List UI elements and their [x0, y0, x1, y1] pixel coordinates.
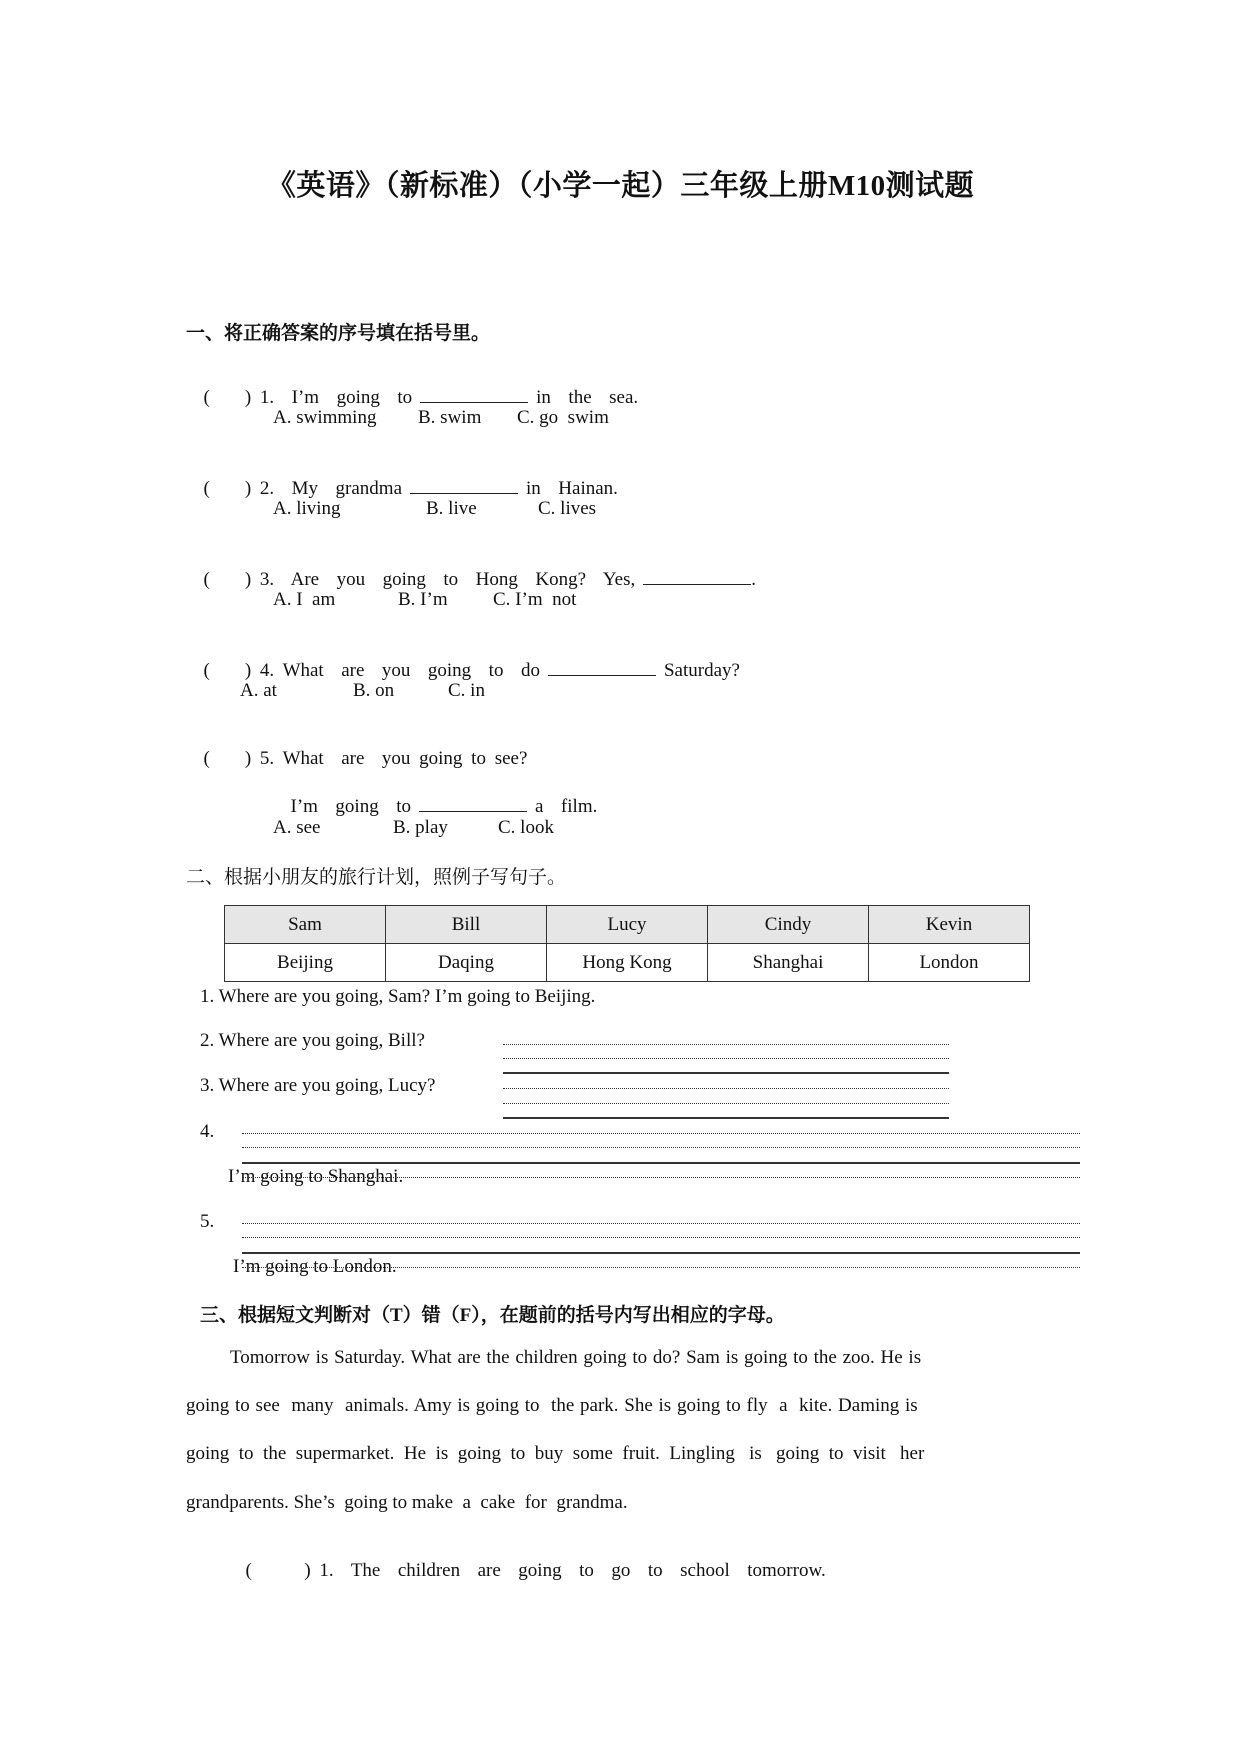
- table-cell: Daqing: [386, 944, 547, 982]
- table-cell: Bill: [386, 906, 547, 944]
- table-cell: Hong Kong: [547, 944, 708, 982]
- answer-blank[interactable]: [420, 384, 528, 403]
- answer-paren[interactable]: ( ): [203, 660, 252, 681]
- option-a: A. living: [273, 498, 341, 519]
- table-cell: Sam: [225, 906, 386, 944]
- example-sentence: 1. Where are you going, Sam? I’m going to Beijing.: [200, 986, 596, 1007]
- question-text: 1. I’m going to: [259, 387, 413, 408]
- writing-line: [242, 1133, 1080, 1134]
- question-text: 5. What are you going to see?: [259, 748, 528, 769]
- question-text: I’m going to: [290, 796, 411, 817]
- question-text: .: [751, 569, 756, 590]
- option-c: C. I’m not: [493, 589, 577, 610]
- question-text: 3. Are you going to Hong Kong? Yes,: [259, 569, 636, 590]
- question-text: in Hainan.: [526, 478, 618, 499]
- question-5: [186, 726, 527, 770]
- option-a: A. at: [240, 680, 277, 701]
- writing-line: [503, 1103, 949, 1104]
- answer-paren[interactable]: ( ): [203, 569, 252, 590]
- option-a: A. swimming: [273, 407, 377, 428]
- writing-line: [503, 1072, 949, 1074]
- answer-paren[interactable]: ( ): [203, 387, 252, 408]
- answer-blank[interactable]: [548, 657, 656, 676]
- question-5-line-2: [273, 771, 597, 818]
- option-a: A. see: [273, 817, 321, 838]
- passage-line: grandparents. She’s going to make a cake for grandma.: [186, 1492, 628, 1513]
- writing-line: [242, 1267, 1080, 1268]
- table-cell: Lucy: [547, 906, 708, 944]
- question-2: [186, 453, 618, 500]
- tf-question-1: [228, 1538, 826, 1582]
- table-cell: Cindy: [708, 906, 869, 944]
- table-row-names: [225, 906, 1030, 944]
- table-cell: Kevin: [869, 906, 1030, 944]
- passage-line: going to see many animals. Amy is going to the park. She is going to fly a kite. Daming is: [186, 1395, 918, 1416]
- question-text: 2. My grandma: [259, 478, 403, 499]
- question-text: in the sea.: [536, 387, 639, 408]
- question-3: [186, 544, 756, 591]
- writing-line: [242, 1177, 1080, 1178]
- answer-blank[interactable]: [643, 566, 751, 585]
- option-c: C. in: [448, 680, 485, 701]
- table-cell: Shanghai: [708, 944, 869, 982]
- answer-paren[interactable]: ( ): [203, 478, 252, 499]
- writing-line: [242, 1252, 1080, 1254]
- table-cell: London: [869, 944, 1030, 982]
- option-c: C. lives: [538, 498, 597, 519]
- option-c: C. look: [498, 817, 554, 838]
- writing-line: [242, 1223, 1080, 1224]
- writing-line: [242, 1237, 1080, 1238]
- option-b: B. on: [353, 680, 395, 701]
- travel-plan-table: [224, 905, 1030, 982]
- answer-blank[interactable]: [419, 793, 527, 812]
- page-title: 《英语》（新标准）（小学一起）三年级上册M10测试题: [266, 170, 975, 202]
- sentence-5-answer: I’m going to London.: [233, 1256, 397, 1277]
- option-b: B. live: [426, 498, 477, 519]
- sentence-4-number: 4.: [200, 1121, 215, 1142]
- question-4: [186, 635, 740, 682]
- question-text: Saturday?: [663, 660, 740, 681]
- answer-paren[interactable]: ( ): [203, 748, 252, 769]
- sentence-2-prompt: 2. Where are you going, Bill?: [200, 1030, 425, 1051]
- question-1: [186, 362, 638, 409]
- question-text: 4. What are you going to do: [259, 660, 540, 681]
- writing-line: [503, 1117, 949, 1119]
- table-cell: Beijing: [225, 944, 386, 982]
- question-text: a film.: [535, 796, 598, 817]
- sentence-4-answer: I’m going to Shanghai.: [228, 1166, 404, 1187]
- writing-line: [503, 1058, 949, 1059]
- option-a: A. I am: [273, 589, 336, 610]
- option-b: B. play: [393, 817, 448, 838]
- question-text: 1. The children are going to go to school tomorrow.: [319, 1560, 826, 1581]
- sentence-5-number: 5.: [200, 1211, 215, 1232]
- answer-paren[interactable]: ( ): [245, 1560, 311, 1581]
- table-row-places: [225, 944, 1030, 982]
- section-1-heading: 一、将正确答案的序号填在括号里。: [186, 323, 491, 344]
- writing-line: [242, 1147, 1080, 1148]
- passage-line: Tomorrow is Saturday. What are the children going to do? Sam is going to the zoo. He is: [230, 1347, 922, 1368]
- section-3-heading: 三、根据短文判断对（T）错（F），在题前的括号内写出相应的字母。: [200, 1305, 785, 1326]
- passage-line: going to the supermarket. He is going to buy some fruit. Lingling is going to visit her: [186, 1443, 925, 1464]
- option-b: B. I’m: [398, 589, 448, 610]
- writing-line: [503, 1088, 949, 1089]
- sentence-3-prompt: 3. Where are you going, Lucy?: [200, 1075, 436, 1096]
- section-2-heading: 二、根据小朋友的旅行计划，照例子写句子。: [186, 867, 567, 888]
- answer-blank[interactable]: [410, 475, 518, 494]
- option-b: B. swim: [418, 407, 482, 428]
- writing-line: [503, 1044, 949, 1045]
- writing-line: [242, 1162, 1080, 1164]
- option-c: C. go swim: [517, 407, 609, 428]
